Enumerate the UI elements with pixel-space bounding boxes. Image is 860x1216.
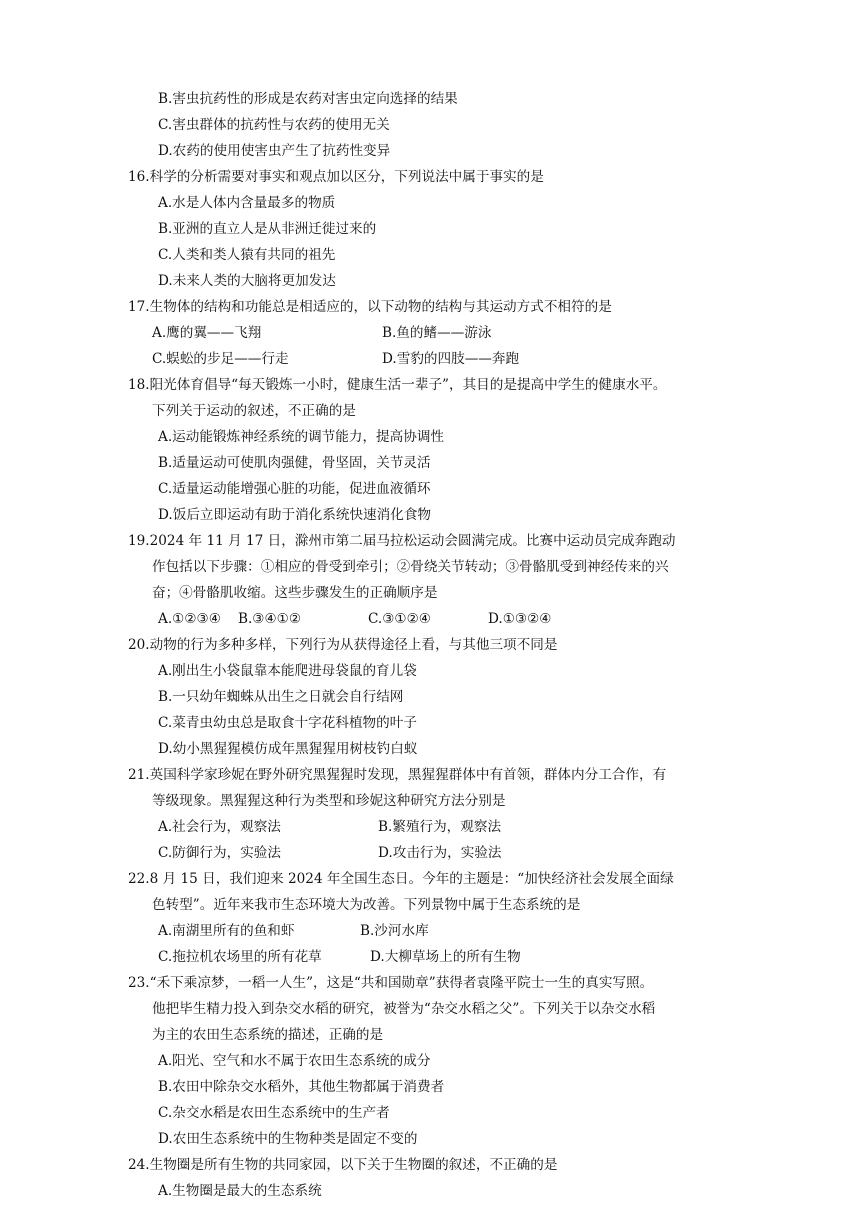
q18-option-a: A.运动能锻炼神经系统的调节能力，提高协调性 <box>158 429 445 445</box>
q19-option-c: C.③①②④ <box>368 611 431 627</box>
q24-stem: 24.生物圈是所有生物的共同家园，以下关于生物圈的叙述，不正确的是 <box>128 1157 558 1173</box>
q18-stem-line1: 18.阳光体育倡导“每天锻炼一小时，健康生活一辈子”，其目的是提高中学生的健康水平。 <box>128 377 667 393</box>
q22-option-d: D.大柳草场上的所有生物 <box>370 949 521 965</box>
q23-option-a: A.阳光、空气和水不属于农田生态系统的成分 <box>158 1053 431 1069</box>
q18-stem-line2: 下列关于运动的叙述，不正确的是 <box>152 403 356 419</box>
q20-option-d: D.幼小黑猩猩模仿成年黑猩猩用树枝钓白蚁 <box>158 741 418 757</box>
q19-stem-line1: 19.2024 年 11 月 17 日，滁州市第二届马拉松运动会圆满完成。比赛中运动员完成奔跑动 <box>128 533 676 549</box>
q22-stem-line1: 22.8 月 15 日，我们迎来 2024 年全国生态日。今年的主题是：“加快经济社会发展全面绿 <box>128 871 674 887</box>
q23-option-b: B.农田中除杂交水稻外，其他生物都属于消费者 <box>158 1079 445 1095</box>
q19-option-d: D.①③②④ <box>488 611 552 627</box>
q16-option-c: C.人类和类人猿有共同的祖先 <box>158 247 336 263</box>
q18-option-d: D.饭后立即运动有助于消化系统快速消化食物 <box>158 507 432 523</box>
q15-option-c: C.害虫群体的抗药性与农药的使用无关 <box>158 117 390 133</box>
q17-option-d: D.雪豹的四肢——奔跑 <box>382 351 520 367</box>
q23-stem-line3: 为主的农田生态系统的描述，正确的是 <box>152 1027 384 1043</box>
q16-stem: 16.科学的分析需要对事实和观点加以区分，下列说法中属于事实的是 <box>128 169 544 185</box>
q17-option-a: A.鹰的翼——飞翔 <box>152 325 262 341</box>
q16-option-b: B.亚洲的直立人是从非洲迁徙过来的 <box>158 221 377 237</box>
q17-option-b: B.鱼的鳍——游泳 <box>382 325 492 341</box>
q22-option-b: B.沙河水库 <box>360 923 429 939</box>
q22-stem-line2: 色转型”。近年来我市生态环境大为改善。下列景物中属于生态系统的是 <box>152 897 581 913</box>
q21-option-c: C.防御行为，实验法 <box>158 845 281 861</box>
q23-stem-line2: 他把毕生精力投入到杂交水稻的研究，被誉为“杂交水稻之父”。下列关于以杂交水稻 <box>152 1001 656 1017</box>
q20-option-a: A.刚出生小袋鼠靠本能爬进母袋鼠的育儿袋 <box>158 663 417 679</box>
q19-option-a: A.①②③④ <box>158 611 221 627</box>
q23-option-d: D.农田生态系统中的生物种类是固定不变的 <box>158 1131 418 1147</box>
q18-option-b: B.适量运动可使肌肉强健，骨坚固，关节灵活 <box>158 455 431 471</box>
q16-option-d: D.未来人类的大脑将更加发达 <box>158 273 336 289</box>
q20-option-b: B.一只幼年蜘蛛从出生之日就会自行结网 <box>158 689 404 705</box>
q19-stem-line3: 奋；④骨骼肌收缩。这些步骤发生的正确顺序是 <box>152 585 438 601</box>
q18-option-c: C.适量运动能增强心脏的功能，促进血液循环 <box>158 481 431 497</box>
q21-option-a: A.社会行为，观察法 <box>158 819 281 835</box>
q21-stem-line2: 等级现象。黑猩猩这种行为类型和珍妮这种研究方法分别是 <box>152 793 506 809</box>
q24-option-a: A.生物圈是最大的生态系统 <box>158 1183 322 1199</box>
q23-stem-line1: 23.“禾下乘凉梦，一稻一人生”，这是“共和国勋章”获得者袁隆平院士一生的真实写照。 <box>128 975 654 991</box>
q17-stem: 17.生物体的结构和功能总是相适应的，以下动物的结构与其运动方式不相符的是 <box>128 299 612 315</box>
q19-option-b: B.③④①② <box>238 611 302 627</box>
q17-option-c: C.蜈蚣的步足——行走 <box>152 351 289 367</box>
q22-option-a: A.南湖里所有的鱼和虾 <box>158 923 295 939</box>
q20-option-c: C.菜青虫幼虫总是取食十字花科植物的叶子 <box>158 715 417 731</box>
q19-stem-line2: 作包括以下步骤：①相应的骨受到牵引；②骨绕关节转动；③骨骼肌受到神经传来的兴 <box>152 559 669 575</box>
q15-option-b: B.害虫抗药性的形成是农药对害虫定向选择的结果 <box>158 91 458 107</box>
q21-stem-line1: 21.英国科学家珍妮在野外研究黑猩猩时发现，黑猩猩群体中有首领，群体内分工合作，有 <box>128 767 667 783</box>
q21-option-b: B.繁殖行为，观察法 <box>378 819 502 835</box>
q16-option-a: A.水是人体内含量最多的物质 <box>158 195 336 211</box>
q21-option-d: D.攻击行为，实验法 <box>378 845 502 861</box>
q23-option-c: C.杂交水稻是农田生态系统中的生产者 <box>158 1105 390 1121</box>
q15-option-d: D.农药的使用使害虫产生了抗药性变异 <box>158 143 391 159</box>
q22-option-c: C.拖拉机农场里的所有花草 <box>158 949 322 965</box>
q20-stem: 20.动物的行为多种多样，下列行为从获得途径上看，与其他三项不同是 <box>128 637 558 653</box>
